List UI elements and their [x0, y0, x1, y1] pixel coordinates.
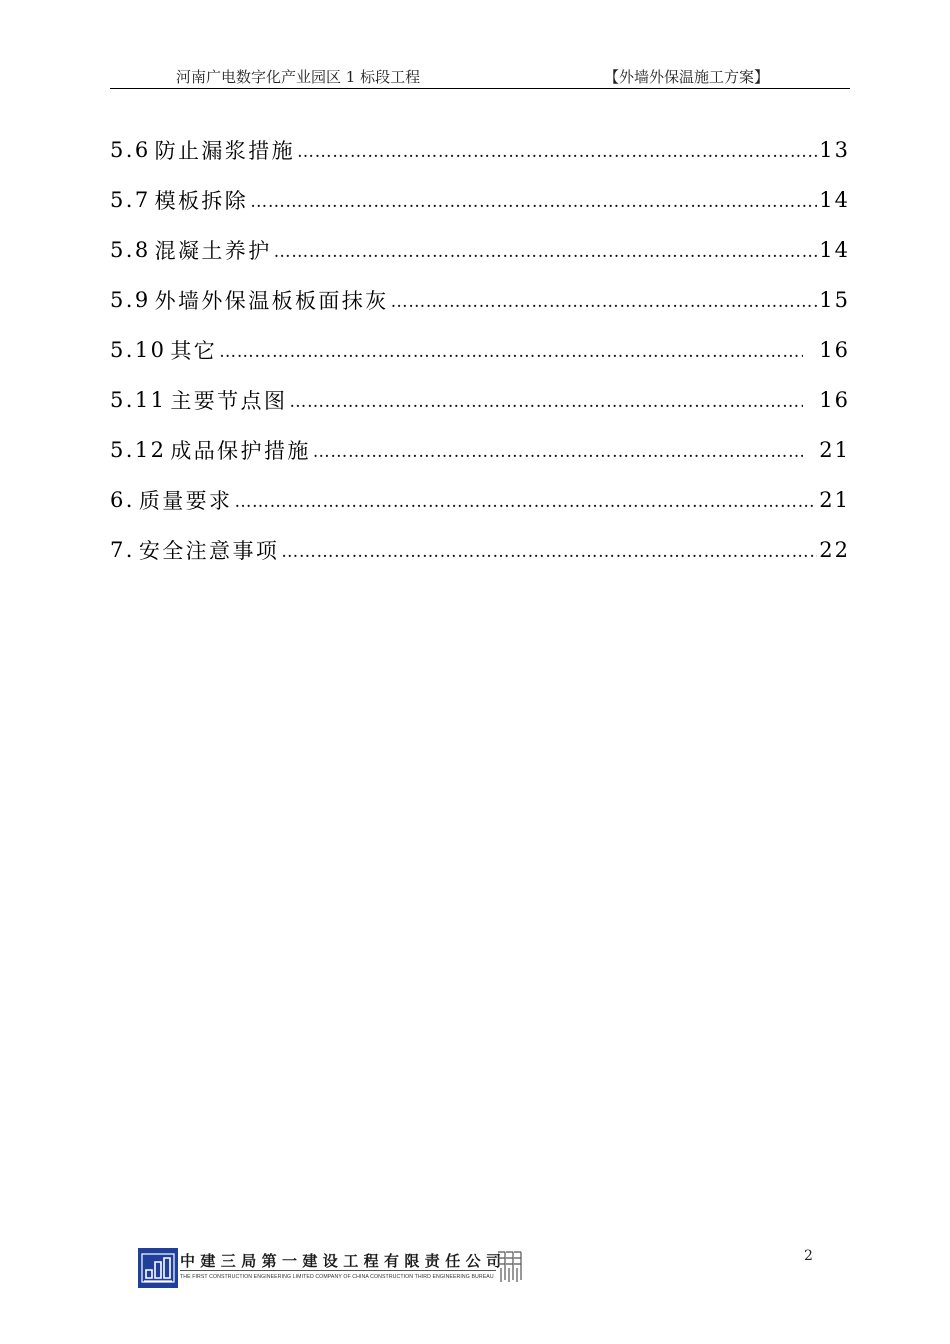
toc-entry-number: 6. — [110, 488, 135, 512]
footer-emblem-icon — [497, 1250, 523, 1284]
toc-entry-title: 成品保护措施 — [170, 439, 311, 463]
toc-dot-leader — [391, 288, 818, 312]
toc-entry-page: 14 — [819, 238, 850, 262]
toc-entry-page: 22 — [819, 538, 850, 562]
page-number: 2 — [804, 1248, 813, 1264]
toc-entry-number: 5.6 — [110, 138, 151, 162]
toc-entry-page: 16 — [819, 388, 850, 412]
toc-dot-leader — [250, 188, 817, 212]
toc-dot-leader — [234, 488, 817, 512]
toc-entry-number: 5.7 — [110, 188, 151, 212]
toc-entry-page: 21 — [819, 438, 850, 462]
toc-dot-leader — [289, 388, 803, 412]
toc-entry-title: 模板拆除 — [154, 189, 249, 213]
toc-entry[interactable] — [110, 282, 850, 332]
table-of-contents — [110, 132, 850, 582]
footer-divider — [180, 1270, 496, 1271]
toc-entry-title: 质量要求 — [138, 489, 233, 513]
toc-entry-page: 15 — [819, 288, 850, 312]
toc-dot-leader — [219, 338, 803, 362]
toc-entry-title: 其它 — [170, 339, 218, 363]
toc-entry[interactable] — [110, 182, 850, 232]
toc-entry-number: 5.8 — [110, 238, 151, 262]
toc-entry[interactable] — [110, 332, 850, 382]
toc-entry-number: 5.10 — [110, 338, 167, 362]
toc-entry[interactable] — [110, 232, 850, 282]
toc-dot-leader — [313, 438, 804, 462]
toc-entry[interactable] — [110, 132, 850, 182]
footer-company-name: 中建三局第一建设工程有限责任公司 — [180, 1252, 507, 1270]
toc-entry-number: 7. — [110, 538, 135, 562]
toc-entry-number: 5.9 — [110, 288, 151, 312]
toc-entry-title: 混凝土养护 — [154, 239, 272, 263]
toc-entry-title: 防止漏浆措施 — [154, 139, 296, 163]
header-project-title: 河南广电数字化产业园区 1 标段工程 — [176, 68, 421, 86]
toc-dot-leader — [274, 238, 818, 262]
toc-entry[interactable] — [110, 532, 850, 582]
toc-entry-title: 主要节点图 — [170, 389, 288, 413]
page-header — [110, 64, 850, 89]
header-document-title: 【外墙外保温施工方案】 — [604, 68, 770, 86]
toc-dot-leader — [281, 538, 817, 562]
toc-entry-title: 外墙外保温板板面抹灰 — [154, 289, 389, 313]
toc-entry[interactable] — [110, 432, 850, 482]
toc-entry-page: 21 — [819, 488, 850, 512]
toc-entry-number: 5.12 — [110, 438, 167, 462]
toc-entry[interactable] — [110, 382, 850, 432]
cscec-logo-icon — [138, 1248, 178, 1288]
toc-entry-number: 5.11 — [110, 388, 167, 412]
toc-entry-page: 13 — [819, 138, 850, 162]
toc-dot-leader — [297, 138, 817, 162]
toc-entry-title: 安全注意事项 — [138, 539, 280, 563]
footer-company-english: THE FIRST CONSTRUCTION ENGINEERING LIMITED COMPANY OF CHINA CONSTRUCTION THIRD ENGINEERING BUREAU — [180, 1274, 494, 1280]
toc-entry-page: 14 — [819, 188, 850, 212]
toc-entry-page: 16 — [819, 338, 850, 362]
toc-entry[interactable] — [110, 482, 850, 532]
